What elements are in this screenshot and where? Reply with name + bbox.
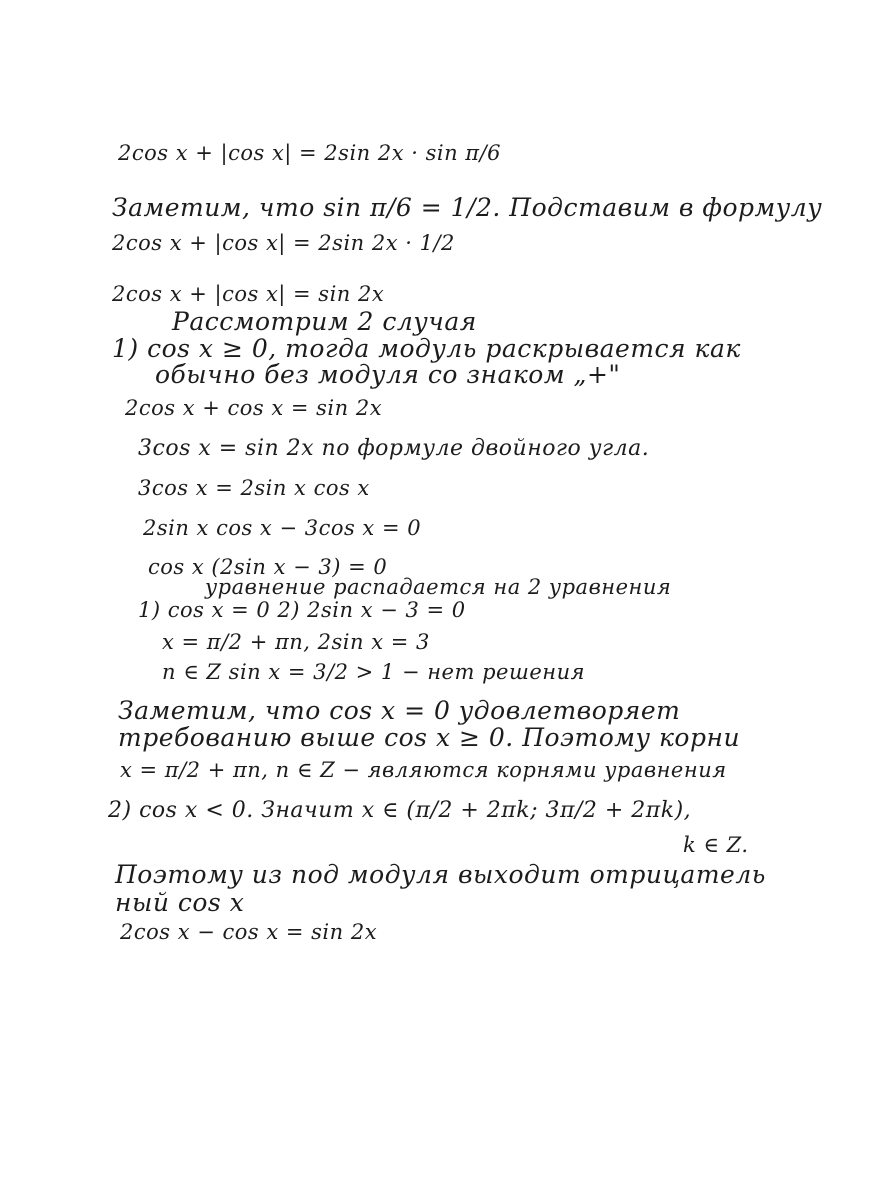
- case-1-eq-1: 2cos x + cos x = sin 2x: [125, 396, 383, 420]
- note-substitute: Заметим, что sin π/6 = 1/2. Подставим в формулу: [112, 193, 823, 222]
- note-check-2: требованию выше cos x ≥ 0. Поэтому корни: [118, 723, 741, 752]
- case-1-solution-a: x = π/2 + πn, 2sin x = 3: [162, 630, 430, 654]
- case-1-eq-2: 3cos x = sin 2x по формуле двойного угла.: [138, 436, 650, 461]
- case-2-eq-1: 2cos x − cos x = sin 2x: [120, 920, 378, 944]
- case-1-condition-cont: обычно без модуля со знаком „+": [155, 360, 621, 389]
- note-negative-1: Поэтому из под модуля выходит отрицатель: [115, 860, 766, 889]
- case-2-k-integer: k ∈ Z.: [683, 833, 749, 857]
- case-1-split-note: уравнение распадается на 2 уравнения: [205, 575, 672, 599]
- case-1-solution-b: n ∈ Z sin x = 3/2 > 1 − нет решения: [162, 660, 586, 684]
- case-1-eq-4: 2sin x cos x − 3cos x = 0: [143, 516, 422, 540]
- equation-simplified: 2cos x + |cos x| = sin 2x: [112, 282, 385, 306]
- case-1-eq-5: cos x (2sin x − 3) = 0: [148, 555, 388, 579]
- case-2-condition: 2) cos x < 0. Значит x ∈ (π/2 + 2πk; 3π/2 + 2πk),: [108, 798, 692, 823]
- case-1-subcases: 1) cos x = 0 2) 2sin x − 3 = 0: [138, 598, 466, 622]
- case-1-condition: 1) cos x ≥ 0, тогда модуль раскрывается как: [112, 334, 741, 363]
- cases-heading: Рассмотрим 2 случая: [172, 307, 477, 336]
- equation-substituted: 2cos x + |cos x| = 2sin 2x · 1/2: [112, 231, 455, 255]
- case-1-roots: x = π/2 + πn, n ∈ Z − являются корнями уравнения: [120, 758, 727, 782]
- note-negative-2: ный cos x: [115, 888, 245, 917]
- case-1-eq-3: 3cos x = 2sin x cos x: [138, 476, 370, 500]
- equation-original: 2cos x + |cos x| = 2sin 2x · sin π/6: [118, 141, 502, 165]
- note-check-1: Заметим, что cos x = 0 удовлетворяет: [118, 696, 681, 725]
